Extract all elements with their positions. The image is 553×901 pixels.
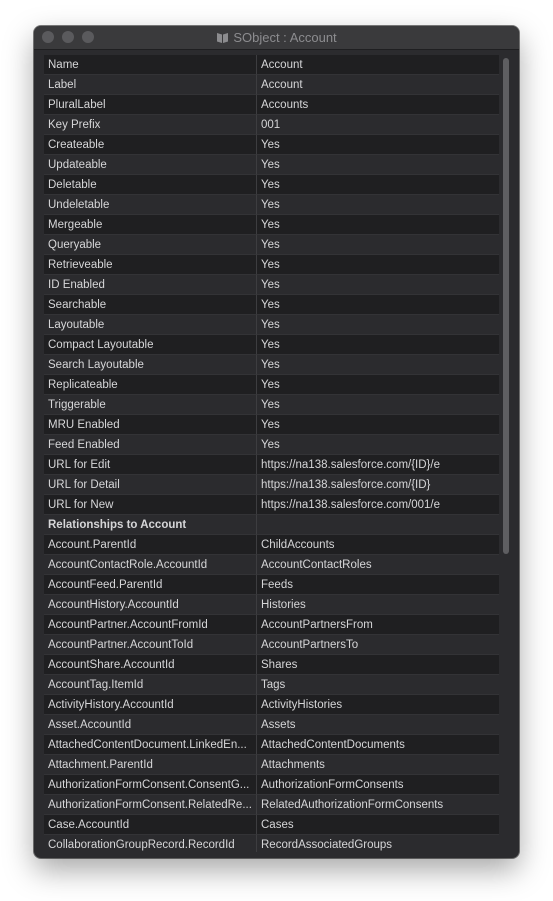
- table-row[interactable]: [44, 215, 499, 235]
- property-name-cell: AccountPartner.AccountFromId: [44, 615, 257, 635]
- property-name-cell: URL for New: [44, 495, 257, 515]
- property-value-cell: https://na138.salesforce.com/001/e: [257, 495, 499, 515]
- property-value-cell: RecordAssociatedGroups: [257, 835, 499, 852]
- property-name-cell: ActivityHistory.AccountId: [44, 695, 257, 715]
- property-value-cell: Yes: [257, 215, 499, 235]
- table-row[interactable]: [44, 435, 499, 455]
- table-row[interactable]: [44, 615, 499, 635]
- property-name-cell: Asset.AccountId: [44, 715, 257, 735]
- property-value-cell: Yes: [257, 415, 499, 435]
- property-value-cell: Attachments: [257, 755, 499, 775]
- property-value-cell: Yes: [257, 395, 499, 415]
- property-name-cell: Account.ParentId: [44, 535, 257, 555]
- property-name-cell: Feed Enabled: [44, 435, 257, 455]
- property-value-cell: Yes: [257, 155, 499, 175]
- property-name-cell: PluralLabel: [44, 95, 257, 115]
- title-bar[interactable]: [34, 26, 519, 50]
- property-value-cell: Account: [257, 55, 499, 75]
- property-name-cell: Queryable: [44, 235, 257, 255]
- property-value-cell: Yes: [257, 295, 499, 315]
- property-name-cell: Name: [44, 55, 257, 75]
- property-value-cell: Yes: [257, 195, 499, 215]
- table-row[interactable]: [44, 115, 499, 135]
- table-row[interactable]: [44, 635, 499, 655]
- property-value-cell: Histories: [257, 595, 499, 615]
- property-name-cell: Deletable: [44, 175, 257, 195]
- property-value-cell: Feeds: [257, 575, 499, 595]
- property-name-cell: Mergeable: [44, 215, 257, 235]
- property-value-cell: Yes: [257, 255, 499, 275]
- property-value-cell: AccountPartnersTo: [257, 635, 499, 655]
- table-row[interactable]: [44, 275, 499, 295]
- property-value-cell: Shares: [257, 655, 499, 675]
- property-value-cell: Yes: [257, 235, 499, 255]
- section-header-row[interactable]: [44, 515, 499, 535]
- property-value-cell: Yes: [257, 435, 499, 455]
- property-value-cell: Account: [257, 75, 499, 95]
- table-row[interactable]: [44, 395, 499, 415]
- property-name-cell: Searchable: [44, 295, 257, 315]
- property-name-cell: Compact Layoutable: [44, 335, 257, 355]
- property-value-cell: Cases: [257, 815, 499, 835]
- table-row[interactable]: [44, 475, 499, 495]
- table-row[interactable]: [44, 295, 499, 315]
- property-value-cell: https://na138.salesforce.com/{ID}: [257, 475, 499, 495]
- table-row[interactable]: [44, 835, 499, 852]
- property-name-cell: Case.AccountId: [44, 815, 257, 835]
- property-value-cell: AccountContactRoles: [257, 555, 499, 575]
- table-row[interactable]: [44, 315, 499, 335]
- table-row[interactable]: [44, 695, 499, 715]
- table-row[interactable]: [44, 75, 499, 95]
- property-value-cell: Assets: [257, 715, 499, 735]
- table-row[interactable]: [44, 595, 499, 615]
- table-row[interactable]: [44, 375, 499, 395]
- table-row[interactable]: [44, 255, 499, 275]
- property-value-cell: Tags: [257, 675, 499, 695]
- property-value-cell: Yes: [257, 375, 499, 395]
- property-value-cell: AuthorizationFormConsents: [257, 775, 499, 795]
- property-name-cell: AccountContactRole.AccountId: [44, 555, 257, 575]
- table-row[interactable]: [44, 455, 499, 475]
- property-name-cell: Relationships to Account: [44, 515, 257, 535]
- table-row[interactable]: [44, 415, 499, 435]
- property-value-cell: Yes: [257, 315, 499, 335]
- property-value-cell: ActivityHistories: [257, 695, 499, 715]
- table-row[interactable]: [44, 655, 499, 675]
- property-value-cell: Yes: [257, 355, 499, 375]
- property-value-cell: https://na138.salesforce.com/{ID}/e: [257, 455, 499, 475]
- property-name-cell: Layoutable: [44, 315, 257, 335]
- table-row[interactable]: [44, 815, 499, 835]
- table-row[interactable]: [44, 355, 499, 375]
- document-icon: [216, 31, 229, 48]
- sobject-window: [34, 26, 519, 858]
- properties-table: [44, 55, 499, 852]
- property-name-cell: AccountShare.AccountId: [44, 655, 257, 675]
- property-name-cell: AuthorizationFormConsent.ConsentG...: [44, 775, 257, 795]
- window-title: [34, 29, 519, 48]
- property-value-cell: Yes: [257, 335, 499, 355]
- property-name-cell: AuthorizationFormConsent.RelatedRe...: [44, 795, 257, 815]
- table-row[interactable]: [44, 535, 499, 555]
- table-row[interactable]: [44, 495, 499, 515]
- property-name-cell: Triggerable: [44, 395, 257, 415]
- property-name-cell: URL for Edit: [44, 455, 257, 475]
- property-value-cell: AttachedContentDocuments: [257, 735, 499, 755]
- property-name-cell: Retrieveable: [44, 255, 257, 275]
- property-name-cell: URL for Detail: [44, 475, 257, 495]
- table-row[interactable]: [44, 795, 499, 815]
- table-row[interactable]: [44, 175, 499, 195]
- table-row[interactable]: [44, 555, 499, 575]
- vertical-scrollbar[interactable]: [503, 58, 509, 554]
- property-value-cell: Yes: [257, 135, 499, 155]
- property-value-cell: Yes: [257, 175, 499, 195]
- property-value-cell: AccountPartnersFrom: [257, 615, 499, 635]
- property-name-cell: Key Prefix: [44, 115, 257, 135]
- table-row[interactable]: [44, 235, 499, 255]
- table-row[interactable]: [44, 155, 499, 175]
- property-name-cell: Undeletable: [44, 195, 257, 215]
- property-value-cell: Accounts: [257, 95, 499, 115]
- property-name-cell: Replicateable: [44, 375, 257, 395]
- table-row[interactable]: [44, 675, 499, 695]
- table-row[interactable]: [44, 755, 499, 775]
- table-row[interactable]: [44, 55, 499, 75]
- table-row[interactable]: [44, 735, 499, 755]
- property-name-cell: AccountHistory.AccountId: [44, 595, 257, 615]
- property-name-cell: CollaborationGroupRecord.RecordId: [44, 835, 257, 852]
- table-row[interactable]: [44, 575, 499, 595]
- table-row[interactable]: [44, 135, 499, 155]
- property-value-cell: 001: [257, 115, 499, 135]
- property-value-cell: RelatedAuthorizationFormConsents: [257, 795, 499, 815]
- table-row[interactable]: [44, 335, 499, 355]
- property-name-cell: Attachment.ParentId: [44, 755, 257, 775]
- property-name-cell: Updateable: [44, 155, 257, 175]
- table-row[interactable]: [44, 195, 499, 215]
- property-value-cell: Yes: [257, 275, 499, 295]
- property-name-cell: MRU Enabled: [44, 415, 257, 435]
- property-name-cell: AccountFeed.ParentId: [44, 575, 257, 595]
- property-name-cell: ID Enabled: [44, 275, 257, 295]
- table-row[interactable]: [44, 775, 499, 795]
- property-value-cell: [257, 515, 499, 535]
- property-name-cell: Createable: [44, 135, 257, 155]
- property-value-cell: ChildAccounts: [257, 535, 499, 555]
- table-row[interactable]: [44, 95, 499, 115]
- property-name-cell: AccountPartner.AccountToId: [44, 635, 257, 655]
- property-name-cell: Label: [44, 75, 257, 95]
- table-row[interactable]: [44, 715, 499, 735]
- property-name-cell: AttachedContentDocument.LinkedEn...: [44, 735, 257, 755]
- property-name-cell: Search Layoutable: [44, 355, 257, 375]
- property-name-cell: AccountTag.ItemId: [44, 675, 257, 695]
- window-title-text: SObject : Account: [233, 30, 337, 45]
